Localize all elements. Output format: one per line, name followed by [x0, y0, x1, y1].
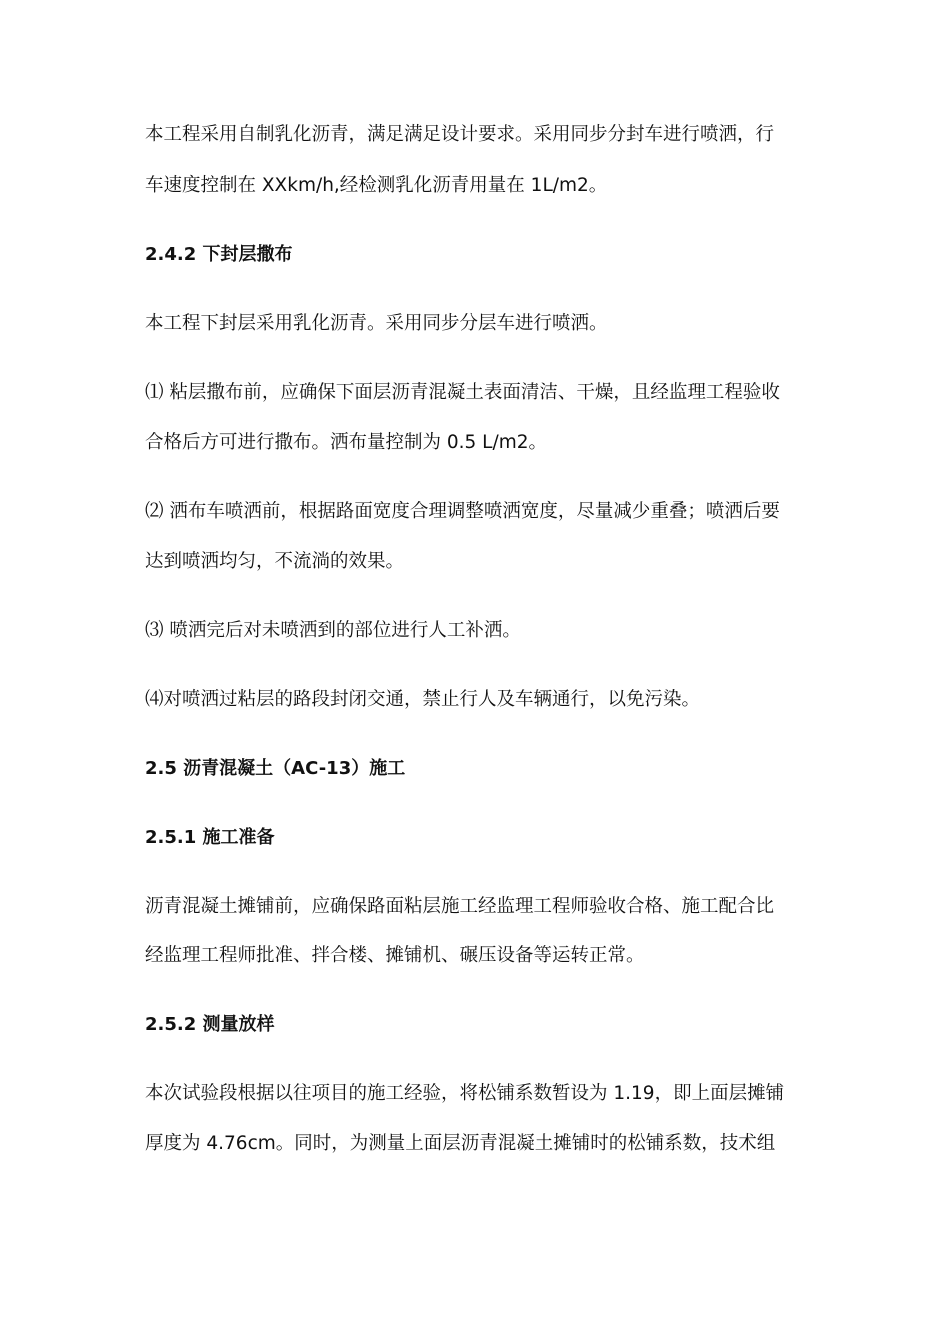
- paragraph-line: 本工程采用自制乳化沥青，满足满足设计要求。采用同步分封车进行喷洒，行: [145, 124, 775, 145]
- list-item-line: ⑴ 粘层撒布前，应确保下面层沥青混凝土表面清洁、干燥，且经监理工程验收: [145, 382, 780, 403]
- paragraph-line: 厚度为 4.76cm。同时，为测量上面层沥青混凝土摊铺时的松铺系数，技术组: [145, 1133, 776, 1154]
- paragraph-line: 经监理工程师批准、拌合楼、摊铺机、碾压设备等运转正常。: [145, 945, 645, 966]
- list-item-line: 合格后方可进行撒布。洒布量控制为 0.5 L/m2。: [145, 432, 548, 453]
- list-item-line: ⑷对喷洒过粘层的路段封闭交通，禁止行人及车辆通行，以免污染。: [145, 689, 701, 710]
- section-heading: 2.5.2 测量放样: [145, 1014, 275, 1035]
- list-item-line: 达到喷洒均匀，不流淌的效果。: [145, 551, 405, 572]
- section-heading: 2.5.1 施工准备: [145, 827, 275, 848]
- list-item-line: ⑶ 喷洒完后对未喷洒到的部位进行人工补洒。: [145, 620, 521, 641]
- section-heading: 2.5 沥青混凝土（AC-13）施工: [145, 758, 406, 779]
- paragraph-line: 沥青混凝土摊铺前，应确保路面粘层施工经监理工程师验收合格、施工配合比: [145, 896, 775, 917]
- section-heading: 2.4.2 下封层撒布: [145, 244, 293, 265]
- paragraph-line: 车速度控制在 XXkm/h,经检测乳化沥青用量在 1L/m2。: [145, 175, 608, 196]
- list-item-line: ⑵ 洒布车喷洒前，根据路面宽度合理调整喷洒宽度，尽量减少重叠；喷洒后要: [145, 501, 780, 522]
- paragraph-line: 本次试验段根据以往项目的施工经验，将松铺系数暂设为 1.19，即上面层摊铺: [145, 1083, 785, 1104]
- paragraph-line: 本工程下封层采用乳化沥青。采用同步分层车进行喷洒。: [145, 313, 608, 334]
